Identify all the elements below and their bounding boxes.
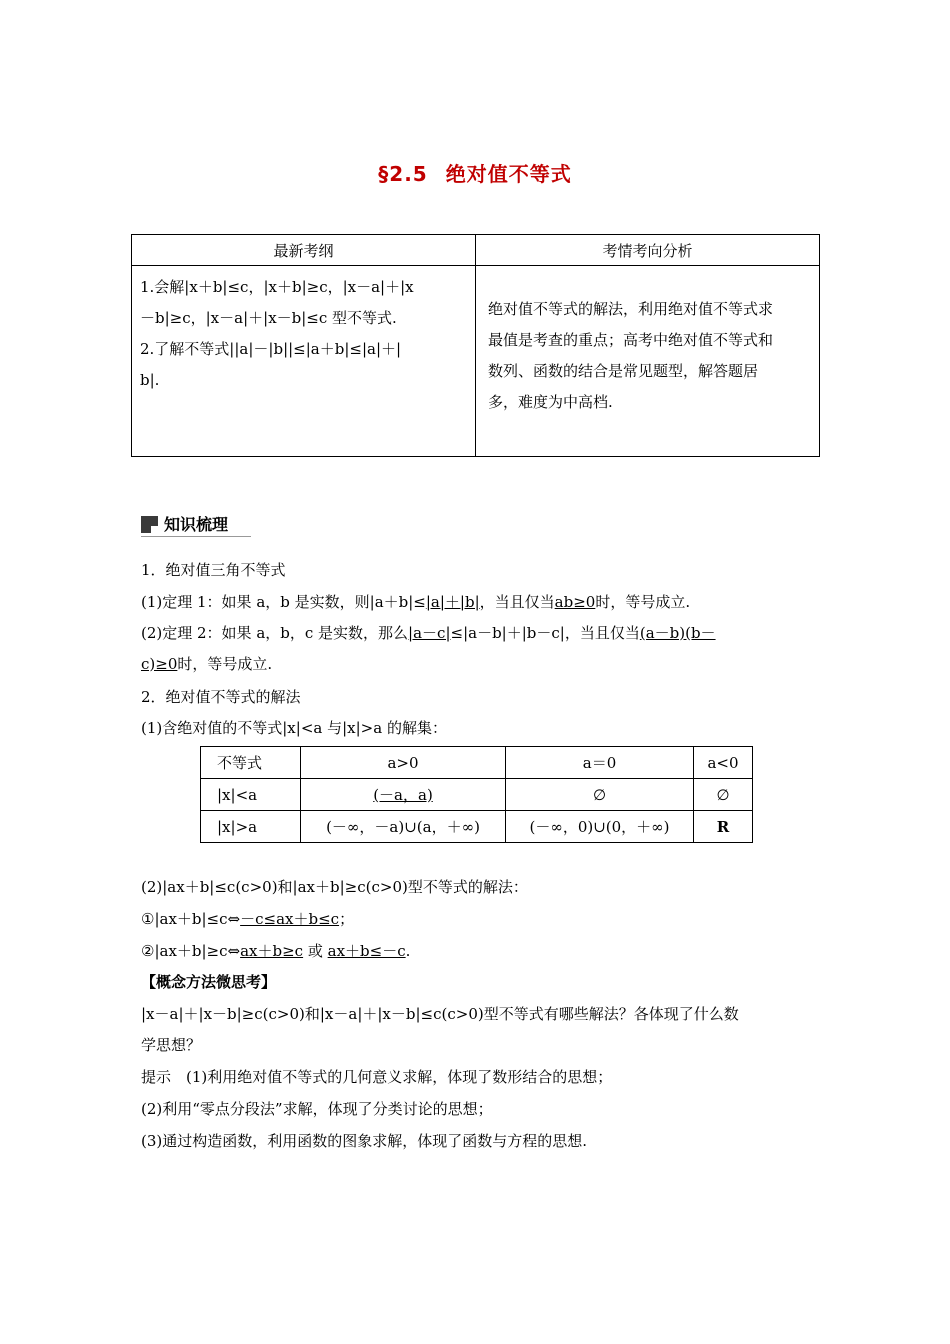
knowledge-line-3 [141, 622, 716, 643]
text-span: ≤|a－b|＋|b－c|，当且仅当 [450, 624, 640, 642]
method-line-3 [141, 940, 410, 961]
underlined-answer: (a－b)(b－ [639, 624, 716, 642]
text-span: 时，等号成立. [177, 655, 273, 673]
text-span: 或 [303, 942, 328, 960]
table-row [201, 747, 753, 779]
knowledge-line-2 [141, 591, 690, 612]
outline-right-cell [476, 266, 820, 457]
outline-table [131, 234, 820, 457]
outline-left-line: －b|≥c，|x－a|＋|x－b|≤c 型不等式. [140, 309, 397, 327]
method-line-1: (2)|ax＋b|≤c(c>0)和|ax＋b|≥c(c>0)型不等式的解法： [141, 878, 528, 896]
underlined-answer: －c≤ax＋b≤c [240, 910, 340, 928]
outline-right-line: 数列、函数的结合是常见题型，解答题居 [488, 362, 759, 380]
table-cell [301, 779, 506, 811]
outline-left-cell [132, 266, 476, 457]
outline-header-left: 最新考纲 [132, 235, 476, 266]
section-number: §2.5 [378, 162, 428, 186]
solution-set-table [200, 746, 753, 843]
section-divider [141, 536, 251, 537]
table-cell: 不等式 [201, 747, 301, 779]
outline-right-line: 绝对值不等式的解法，利用绝对值不等式求 [488, 300, 774, 318]
table-cell: (－∞，－a)∪(a，＋∞) [301, 811, 506, 843]
outline-right-line: 最值是考查的重点；高考中绝对值不等式和 [488, 331, 774, 349]
table-cell: |x|>a [201, 811, 301, 843]
table-cell: ∅ [506, 779, 694, 811]
knowledge-line-6: (1)含绝对值的不等式|x|<a 与|x|>a 的解集： [141, 719, 447, 737]
table-cell: a<0 [694, 747, 753, 779]
hint-line-2: (2)利用“零点分段法”求解，体现了分类讨论的思想； [141, 1100, 493, 1118]
knowledge-line-5: 2．绝对值不等式的解法 [141, 688, 301, 706]
table-cell: |x|<a [201, 779, 301, 811]
knowledge-line-4 [141, 653, 272, 674]
underlined-answer: (－a，a) [373, 786, 433, 804]
section-square-icon [141, 516, 158, 533]
underlined-answer: |a|＋|b| [425, 593, 480, 611]
section-heading-text: 知识梳理 [164, 515, 229, 534]
table-cell: (－∞，0)∪(0，＋∞) [506, 811, 694, 843]
hint-line-1: 提示 (1)利用绝对值不等式的几何意义求解，体现了数形结合的思想； [141, 1068, 613, 1086]
knowledge-line-1: 1．绝对值三角不等式 [141, 561, 286, 579]
text-span: (2)定理 2：如果 a，b，c 是实数，那么 [141, 624, 409, 642]
outline-left-line: 1.会解|x＋b|≤c，|x＋b|≥c，|x－a|＋|x [140, 278, 414, 296]
table-cell: a>0 [301, 747, 506, 779]
underlined-answer: ax＋b≤－c [327, 942, 406, 960]
table-cell: R [694, 811, 753, 843]
underlined-answer: ax＋b≥c [240, 942, 304, 960]
text-span: ； [339, 910, 355, 928]
table-cell: a＝0 [506, 747, 694, 779]
text-span: . [405, 942, 411, 960]
text-span: (1)定理 1：如果 a，b 是实数，则|a＋b|≤ [141, 593, 426, 611]
outline-header-right: 考情考向分析 [476, 235, 820, 266]
underlined-answer: ab≥0 [554, 593, 596, 611]
table-row [201, 779, 753, 811]
method-line-2 [141, 908, 354, 929]
outline-left-line: 2.了解不等式||a|－|b||≤|a＋b|≤|a|＋| [140, 340, 402, 358]
table-cell: ∅ [694, 779, 753, 811]
text-span: ②|ax＋b|≥c⇔ [141, 942, 241, 960]
text-span: ，当且仅当 [479, 593, 555, 611]
think-heading: 【概念方法微思考】 [141, 973, 277, 991]
underlined-answer: |a－c| [408, 624, 451, 642]
outline-right-line: 多，难度为中高档. [488, 393, 613, 411]
section-title: 绝对值不等式 [445, 162, 572, 186]
section-heading [141, 512, 228, 535]
table-row [201, 811, 753, 843]
page-title [0, 158, 950, 187]
text-span: 时，等号成立. [595, 593, 691, 611]
question-line-1: |x－a|＋|x－b|≥c(c>0)和|x－a|＋|x－b|≤c(c>0)型不等式有哪些解法？各体现了什么数 [141, 1005, 739, 1023]
hint-line-3: (3)通过构造函数，利用函数的图象求解，体现了函数与方程的思想. [141, 1132, 588, 1150]
underlined-answer: c)≥0 [141, 655, 178, 673]
text-span: ①|ax＋b|≤c⇔ [141, 910, 241, 928]
outline-left-line: b|. [140, 371, 160, 389]
question-line-2: 学思想？ [141, 1036, 202, 1054]
